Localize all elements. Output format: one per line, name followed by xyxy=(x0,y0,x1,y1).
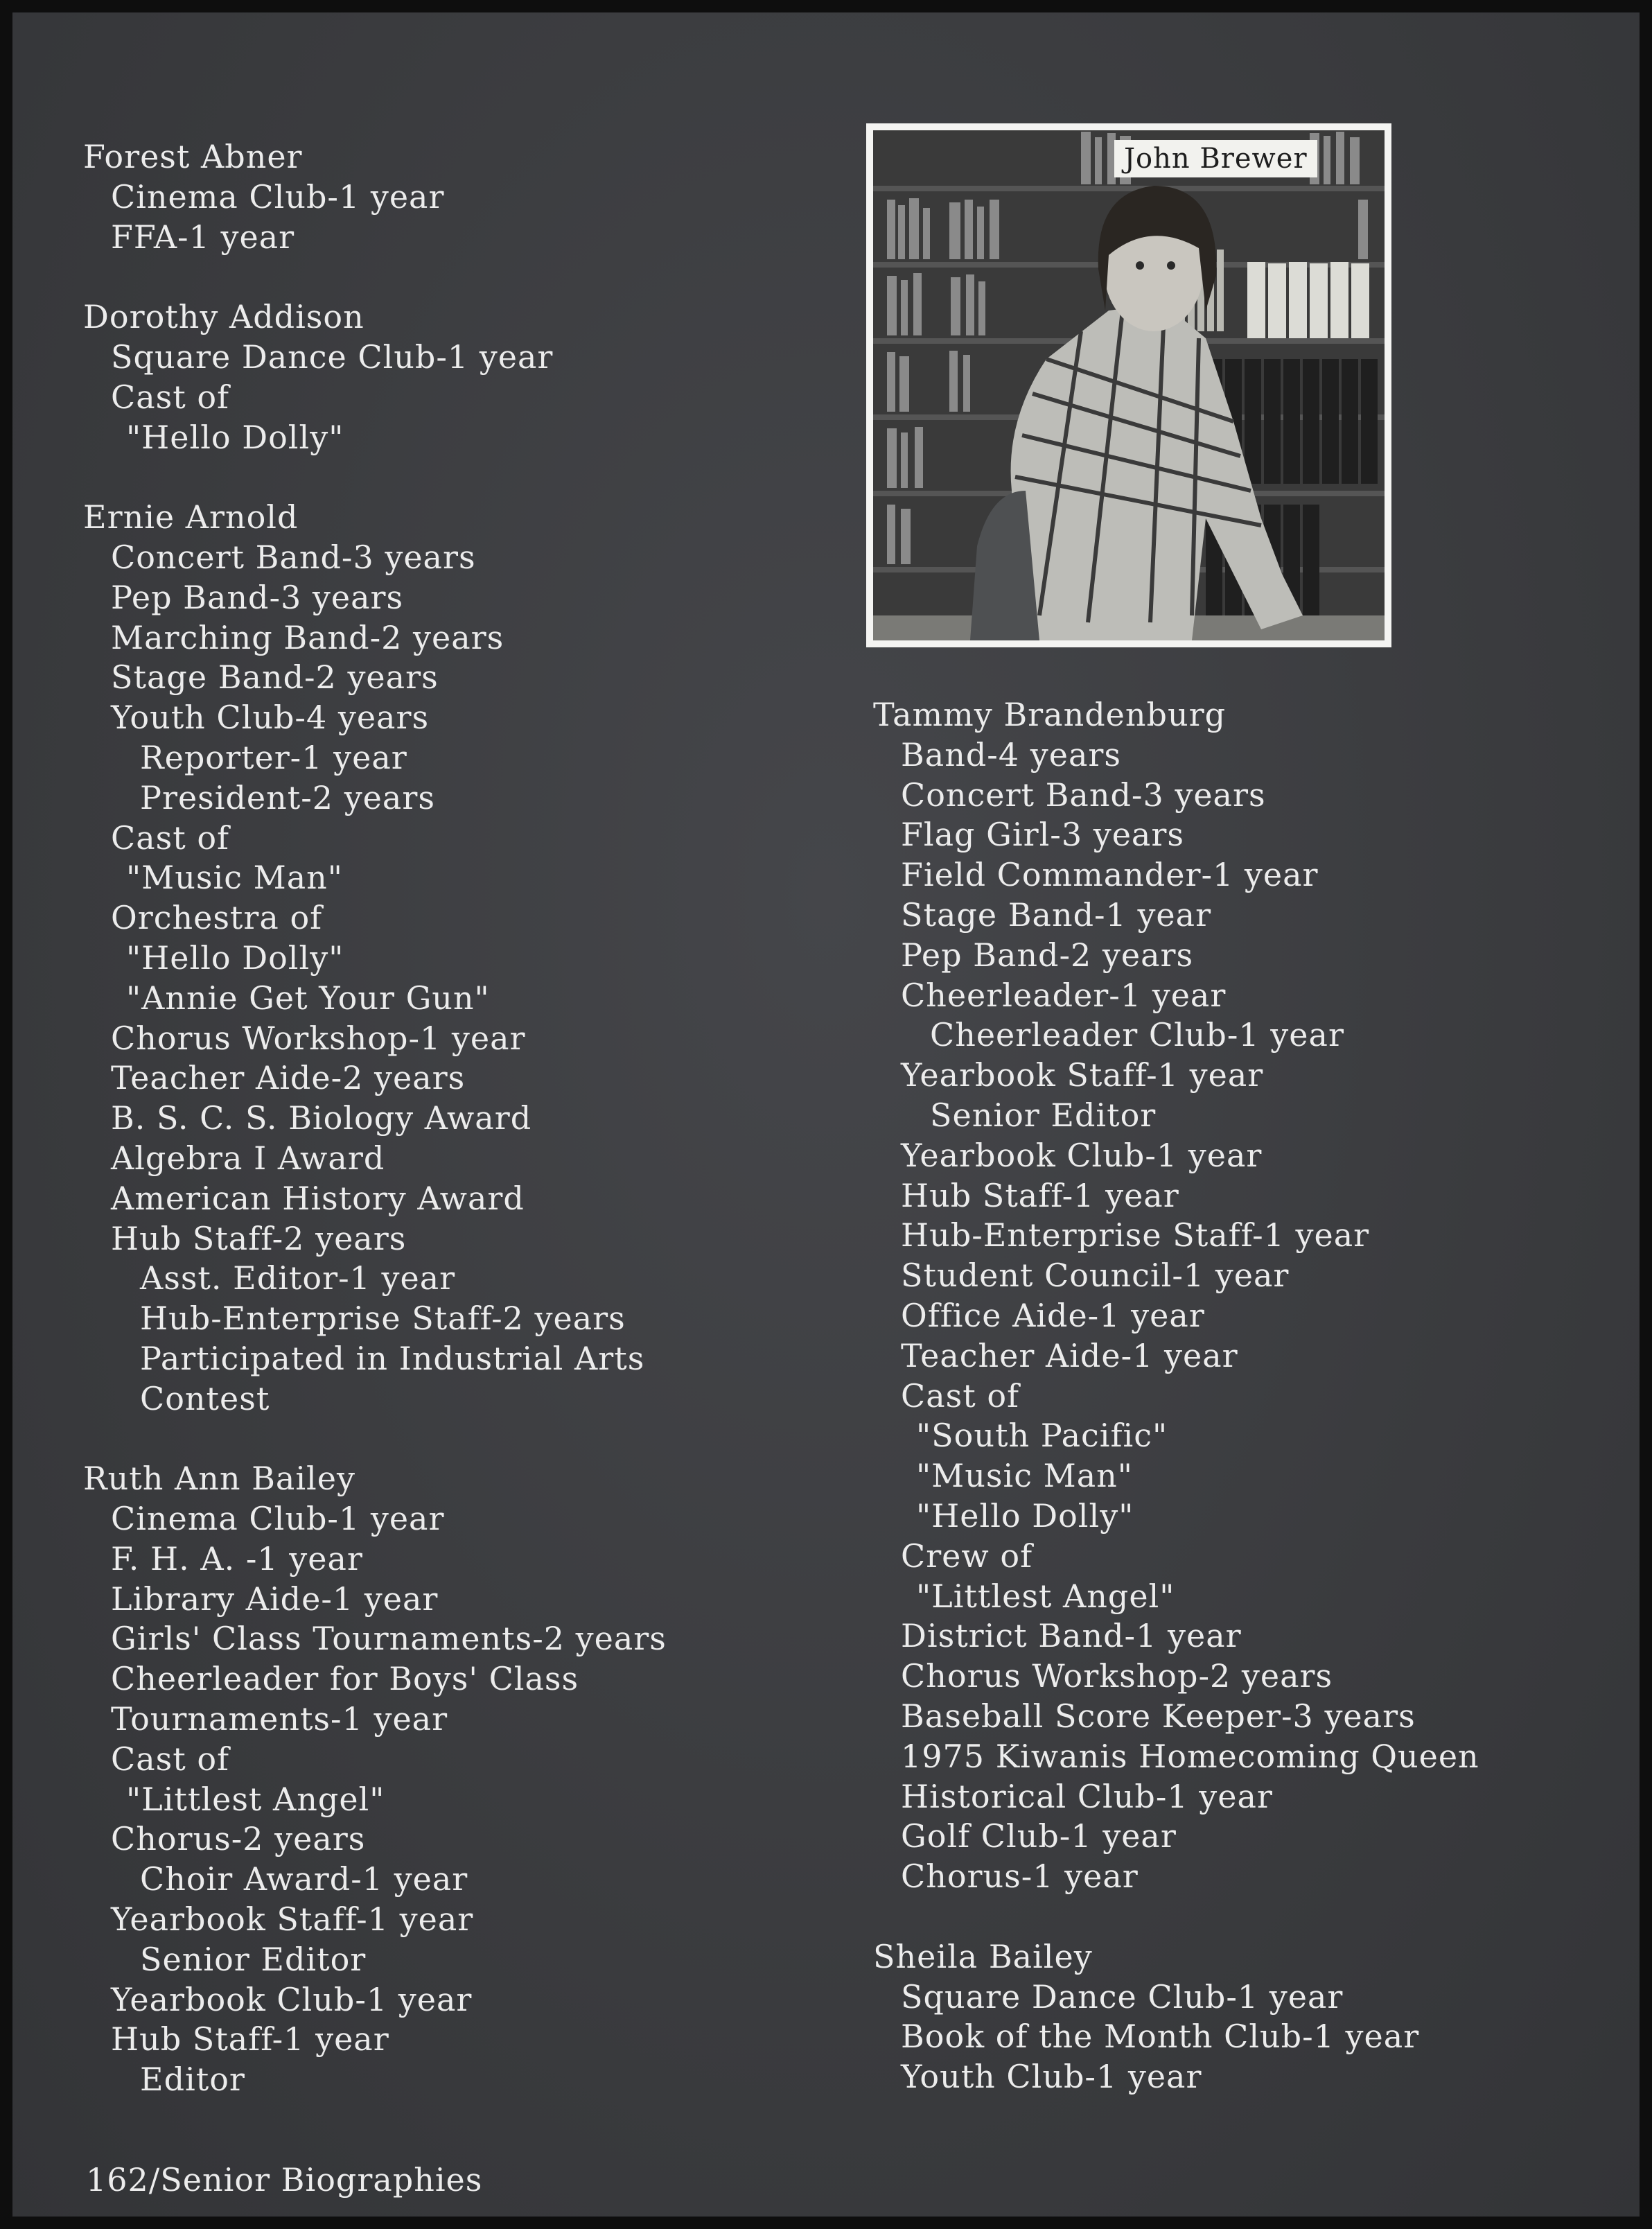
activity-line: Hub-Enterprise Staff-2 years xyxy=(140,1300,626,1338)
activity-line: Yearbook Club-1 year xyxy=(901,1136,1263,1174)
activity-line: Senior Editor xyxy=(140,1940,367,1978)
activity-line: Square Dance Club-1 year xyxy=(901,1977,1344,2016)
activity-line: Cast of xyxy=(901,1376,1020,1415)
student-entry xyxy=(83,1459,804,2100)
student-name: Tammy Brandenburg xyxy=(873,696,1227,733)
activity-line: Teacher Aide-2 years xyxy=(111,1059,466,1097)
activity-line: Pep Band-2 years xyxy=(901,936,1194,974)
activity-line: Yearbook Staff-1 year xyxy=(111,1900,474,1939)
student-name: Ernie Arnold xyxy=(83,498,299,536)
activity-line: Cinema Club-1 year xyxy=(111,1500,445,1538)
right-biography-column xyxy=(873,695,1601,2138)
student-entry xyxy=(873,695,1601,1897)
activity-line: FFA-1 year xyxy=(111,218,295,256)
student-entry xyxy=(873,1937,1601,2097)
activity-line: Asst. Editor-1 year xyxy=(140,1259,456,1297)
activity-line: "Littlest Angel" xyxy=(126,1780,385,1818)
activity-line: Yearbook Staff-1 year xyxy=(901,1056,1264,1094)
activity-line: Cheerleader for Boys' Class xyxy=(111,1660,579,1698)
activity-line: Reporter-1 year xyxy=(140,738,407,776)
page-footer: 162/Senior Biographies xyxy=(86,2161,483,2199)
activity-line: Choir Award-1 year xyxy=(140,1860,468,1898)
activity-line: Crew of xyxy=(901,1537,1033,1575)
activity-line: Flag Girl-3 years xyxy=(901,816,1184,854)
student-name: Dorothy Addison xyxy=(83,298,364,336)
activity-line: Student Council-1 year xyxy=(901,1257,1290,1295)
activity-line: Girls' Class Tournaments-2 years xyxy=(111,1620,667,1658)
activity-line: Chorus Workshop-1 year xyxy=(111,1019,526,1057)
activity-line: Youth Club-1 year xyxy=(901,2058,1202,2096)
activity-line: District Band-1 year xyxy=(901,1617,1242,1655)
activity-line: Historical Club-1 year xyxy=(901,1777,1273,1815)
activity-line: Book of the Month Club-1 year xyxy=(901,2018,1420,2056)
student-entry xyxy=(83,137,804,257)
student-photo xyxy=(866,123,1391,647)
activity-line: Field Commander-1 year xyxy=(901,856,1319,894)
student-name: Sheila Bailey xyxy=(873,1937,1093,1975)
activity-line: 1975 Kiwanis Homecoming Queen xyxy=(901,1737,1479,1775)
activity-line: Library Aide-1 year xyxy=(111,1580,439,1618)
activity-line: American History Award xyxy=(111,1179,525,1217)
activity-line: President-2 years xyxy=(140,778,435,816)
activity-line: Editor xyxy=(140,2061,245,2099)
activity-line: Hub-Enterprise Staff-1 year xyxy=(901,1216,1370,1255)
student-entry xyxy=(83,498,804,1419)
activity-line: Pep Band-3 years xyxy=(111,578,404,616)
student-name: Forest Abner xyxy=(83,138,303,175)
activity-line: Senior Editor xyxy=(930,1096,1157,1134)
activity-line: "Hello Dolly" xyxy=(126,938,344,977)
activity-line: "Littlest Angel" xyxy=(916,1577,1175,1615)
activity-line: Cast of xyxy=(111,819,230,857)
activity-line: Stage Band-1 year xyxy=(901,895,1212,934)
activity-line: Cast of xyxy=(111,378,230,416)
activity-line: Yearbook Club-1 year xyxy=(111,1980,473,2018)
activity-line: Hub Staff-1 year xyxy=(901,1176,1179,1214)
activity-line: Baseball Score Keeper-3 years xyxy=(901,1697,1416,1735)
activity-line: "South Pacific" xyxy=(916,1417,1168,1455)
activity-line: Office Aide-1 year xyxy=(901,1296,1205,1334)
activity-line: Concert Band-3 years xyxy=(111,538,476,576)
left-biography-column xyxy=(83,137,804,2140)
photo-illustration xyxy=(873,130,1385,640)
activity-line: Concert Band-3 years xyxy=(901,776,1266,814)
activity-line: F. H. A. -1 year xyxy=(111,1539,363,1577)
activity-line: "Hello Dolly" xyxy=(916,1496,1134,1535)
activity-line: Square Dance Club-1 year xyxy=(111,338,554,376)
photo-caption: John Brewer xyxy=(1114,140,1317,177)
activity-line: Youth Club-4 years xyxy=(111,699,430,737)
activity-line: Cheerleader Club-1 year xyxy=(930,1016,1344,1054)
activity-line: Chorus-2 years xyxy=(111,1820,366,1858)
activity-line: Cast of xyxy=(111,1740,230,1778)
activity-line: Golf Club-1 year xyxy=(901,1817,1177,1855)
activity-line: Marching Band-2 years xyxy=(111,618,504,656)
activity-line: Orchestra of xyxy=(111,899,323,937)
activity-line: "Music Man" xyxy=(916,1457,1133,1495)
yearbook-page xyxy=(12,12,1640,2217)
activity-line: "Music Man" xyxy=(126,859,343,897)
activity-line: Hub Staff-1 year xyxy=(111,2020,389,2058)
activity-line: Stage Band-2 years xyxy=(111,658,439,697)
activity-line: Teacher Aide-1 year xyxy=(901,1336,1238,1374)
student-name: Ruth Ann Bailey xyxy=(83,1460,355,1498)
activity-line: Contest xyxy=(140,1379,270,1417)
activity-line: Hub Staff-2 years xyxy=(111,1219,407,1257)
activity-line: Chorus-1 year xyxy=(901,1858,1139,1896)
activity-line: Band-4 years xyxy=(901,735,1121,773)
activity-line: "Hello Dolly" xyxy=(126,418,344,456)
activity-line: Chorus Workshop-2 years xyxy=(901,1657,1333,1695)
activity-line: Cinema Club-1 year xyxy=(111,177,445,216)
activity-line: Cheerleader-1 year xyxy=(901,976,1227,1014)
activity-line: B. S. C. S. Biology Award xyxy=(111,1099,532,1137)
activity-line: Algebra I Award xyxy=(111,1139,385,1177)
activity-line: "Annie Get Your Gun" xyxy=(126,979,490,1017)
student-entry xyxy=(83,297,804,457)
activity-line: Participated in Industrial Arts xyxy=(140,1339,645,1377)
activity-line: Tournaments-1 year xyxy=(111,1700,448,1738)
